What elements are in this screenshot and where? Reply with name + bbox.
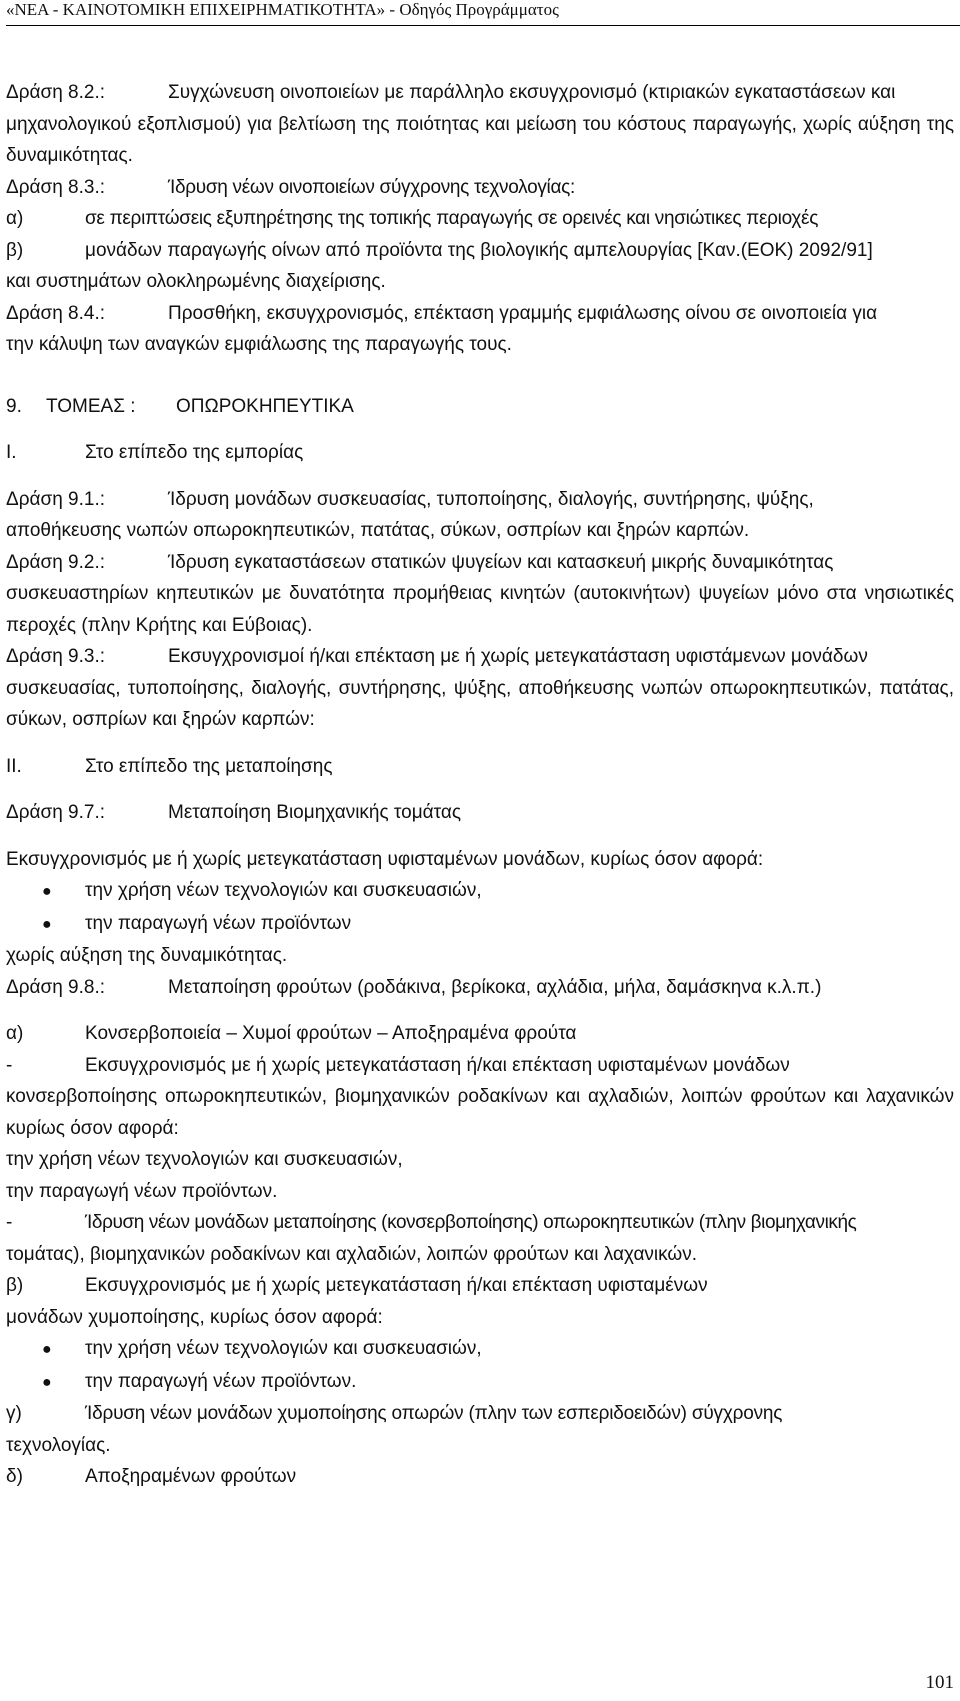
action-label: Δράση 9.7.: — [6, 802, 106, 823]
action-9-8 — [6, 972, 954, 1004]
running-header: «ΝΕΑ - ΚΑΙΝΟΤΟΜΙΚΗ ΕΠΙΧΕΙΡΗΜΑΤΙΚΟΤΗΤΑ» - Οδηγός Προγράμματος — [6, 0, 559, 19]
item-label: γ) — [6, 1403, 22, 1424]
action-9-1 — [6, 484, 954, 547]
bullet-text: την χρήση νέων τεχνολογιών και συσκευασιών, — [85, 1338, 482, 1359]
sector-label: ΤΟΜΕΑΣ : — [46, 395, 136, 417]
dash-text: Ίδρυση νέων μονάδων μεταποίησης (κονσερβοποίησης) οπωροκηπευτικών (πλην βιομηχανικής — [85, 1212, 857, 1233]
dash-text-cont: κονσερβοποίησης οπωροκηπευτικών, βιομηχανικών ροδακίνων και αχλαδιών, λοιπών φρούτων και λαχανικών κυρίως όσον αφορά: — [6, 1086, 954, 1139]
action-label: Δράση 9.2.: — [6, 551, 106, 573]
action-8-3 — [6, 172, 954, 204]
dash-text-line: την χρήση νέων τεχνολογιών και συσκευασιών, — [6, 1149, 403, 1170]
bullet-icon: ● — [42, 1373, 52, 1391]
action-text-cont: αποθήκευσης νωπών οπωροκηπευτικών, πατάτας, σύκων, οσπρίων και ξηρών καρπών. — [6, 520, 750, 541]
action-text-cont: την κάλυψη των αναγκών εμφιάλωσης της παραγωγής τους. — [6, 334, 512, 355]
dash-text: Εκσυγχρονισμός με ή χωρίς μετεγκατάσταση ή/και επέκταση υφισταμένων μονάδων — [85, 1054, 790, 1076]
action-text: Εκσυγχρονισμοί ή/και επέκταση με ή χωρίς μετεγκατάσταση υφιστάμενων μονάδων — [168, 646, 868, 667]
item-label: δ) — [6, 1466, 23, 1487]
bullet-item — [6, 875, 954, 908]
paragraph-outro: χωρίς αύξηση της δυναμικότητας. — [6, 945, 288, 966]
sector-heading — [6, 391, 954, 423]
level-text: Στο επίπεδο της εμπορίας — [85, 442, 304, 463]
item-text-cont: τεχνολογίας. — [6, 1434, 111, 1456]
item-label: α) — [6, 208, 24, 229]
dash-item-2 — [6, 1207, 954, 1270]
paragraph-intro: Εκσυγχρονισμός με ή χωρίς μετεγκατάσταση υφισταμένων μονάδων, κυρίως όσον αφορά: — [6, 848, 764, 870]
item-text: Εκσυγχρονισμός με ή χωρίς μετεγκατάσταση ή/και επέκταση υφισταμένων — [85, 1275, 708, 1296]
bullet-item — [6, 1333, 954, 1366]
action-text-cont: συσκευαστηρίων κηπευτικών με δυνατότητα προμήθειας κινητών (αυτοκινήτων) ψυγείων μόνο στα νησιωτικές περοχές (πλην Κρήτης και Εύβοιας). — [6, 583, 954, 636]
level-number: ΙΙ. — [6, 755, 22, 777]
level-number: Ι. — [6, 442, 17, 463]
action-text: Ίδρυση εγκαταστάσεων στατικών ψυγείων και κατασκευή μικρής δυναμικότητας — [168, 551, 834, 573]
action-8-4 — [6, 298, 954, 361]
dash-text-cont: τομάτας), βιομηχανικών ροδακίνων και αχλαδιών, λοιπών φρούτων και λαχανικών. — [6, 1243, 698, 1265]
action-label: Δράση 8.2.: — [6, 82, 106, 103]
sub-item-a — [6, 1018, 954, 1050]
bullet-icon: ● — [42, 883, 52, 900]
bullet-text: την παραγωγή νέων προϊόντων. — [85, 1370, 357, 1392]
item-label: β) — [6, 1275, 24, 1296]
sector-name: ΟΠΩΡΟΚΗΠΕΥΤΙΚΑ — [176, 395, 354, 417]
action-text-cont: συσκευασίας, τυποποίησης, διαλογής, συντήρησης, ψύξης, αποθήκευσης νωπών οπωροκηπευτικών, πατάτας, σύκων, οσπρίων και ξηρών καρπών: — [6, 677, 954, 730]
document-body — [6, 77, 954, 1493]
action-8-2 — [6, 77, 954, 172]
item-text: Κονσερβοποιεία – Χυμοί φρούτων – Αποξηραμένα φρούτα — [85, 1023, 577, 1044]
action-text: Μεταποίηση Βιομηχανικής τομάτας — [168, 802, 462, 823]
item-text: Ίδρυση νέων μονάδων χυμοποίησης οπωρών (πλην των εσπεριδοειδών) σύγχρονης — [85, 1403, 783, 1424]
bullet-icon: ● — [42, 1341, 52, 1358]
dash-label: - — [6, 1212, 13, 1233]
bullet-item — [6, 1366, 954, 1399]
item-text: Αποξηραμένων φρούτων — [85, 1466, 297, 1487]
page-number: 101 — [925, 1672, 954, 1693]
action-9-7 — [6, 797, 954, 829]
item-text: σε περιπτώσεις εξυπηρέτησης της τοπικής παραγωγής σε ορεινές και νησιώτικες περιοχές — [85, 208, 819, 229]
item-label: β) — [6, 239, 24, 261]
level-heading — [6, 437, 954, 469]
action-text-cont: μηχανολογικού εξοπλισμού) για βελτίωση της ποιότητας και μείωση του κόστους παραγωγής, χωρίς αύξηση της δυναμικότητας. — [6, 113, 954, 166]
bullet-text: την χρήση νέων τεχνολογιών και συσκευασιών, — [85, 880, 482, 901]
item-text-cont: μονάδων χυμοποίησης, κυρίως όσον αφορά: — [6, 1306, 383, 1328]
action-label: Δράση 8.4.: — [6, 302, 106, 324]
sub-item-b — [6, 1270, 954, 1398]
action-text: Ίδρυση νέων οινοποιείων σύγχρονης τεχνολογίας: — [168, 176, 575, 198]
level-heading — [6, 751, 954, 783]
bullet-text: την παραγωγή νέων προϊόντων — [85, 912, 352, 934]
bullet-item — [6, 908, 954, 941]
dash-text-line: την παραγωγή νέων προϊόντων. — [6, 1180, 278, 1202]
dash-label: - — [6, 1054, 13, 1076]
header-rule — [6, 25, 960, 26]
sub-item-d — [6, 1461, 954, 1493]
bullet-icon: ● — [42, 915, 52, 933]
action-text: Ίδρυση μονάδων συσκευασίας, τυποποίησης, διαλογής, συντήρησης, ψύξης, — [168, 488, 814, 510]
action-text: Προσθήκη, εκσυγχρονισμός, επέκταση γραμμής εμφιάλωσης οίνου σε οινοποιεία για — [168, 302, 878, 324]
item-text: μονάδων παραγωγής οίνων από προϊόντα της βιολογικής αμπελουργίας [Καν.(ΕΟΚ) 2092/91] — [85, 239, 873, 261]
action-label: Δράση 9.1.: — [6, 488, 106, 510]
action-9-3 — [6, 641, 954, 736]
action-8-3-b — [6, 235, 954, 298]
action-8-3-a — [6, 203, 954, 235]
action-9-2 — [6, 547, 954, 642]
item-text-cont: και συστημάτων ολοκληρωμένης διαχείρισης. — [6, 271, 386, 292]
action-label: Δράση 9.8.: — [6, 976, 106, 998]
level-text: Στο επίπεδο της μεταποίησης — [85, 755, 333, 777]
sector-number: 9. — [6, 395, 22, 417]
dash-item-1 — [6, 1050, 954, 1208]
action-text: Μεταποίηση φρούτων (ροδάκινα, βερίκοκα, αχλάδια, μήλα, δαμάσκηνα κ.λ.π.) — [168, 976, 822, 998]
action-text: Συγχώνευση οινοποιείων με παράλληλο εκσυγχρονισμό (κτιριακών εγκαταστάσεων και — [168, 82, 896, 103]
action-label: Δράση 8.3.: — [6, 176, 106, 198]
item-label: α) — [6, 1023, 24, 1044]
sub-item-c — [6, 1398, 954, 1461]
action-label: Δράση 9.3.: — [6, 646, 106, 667]
